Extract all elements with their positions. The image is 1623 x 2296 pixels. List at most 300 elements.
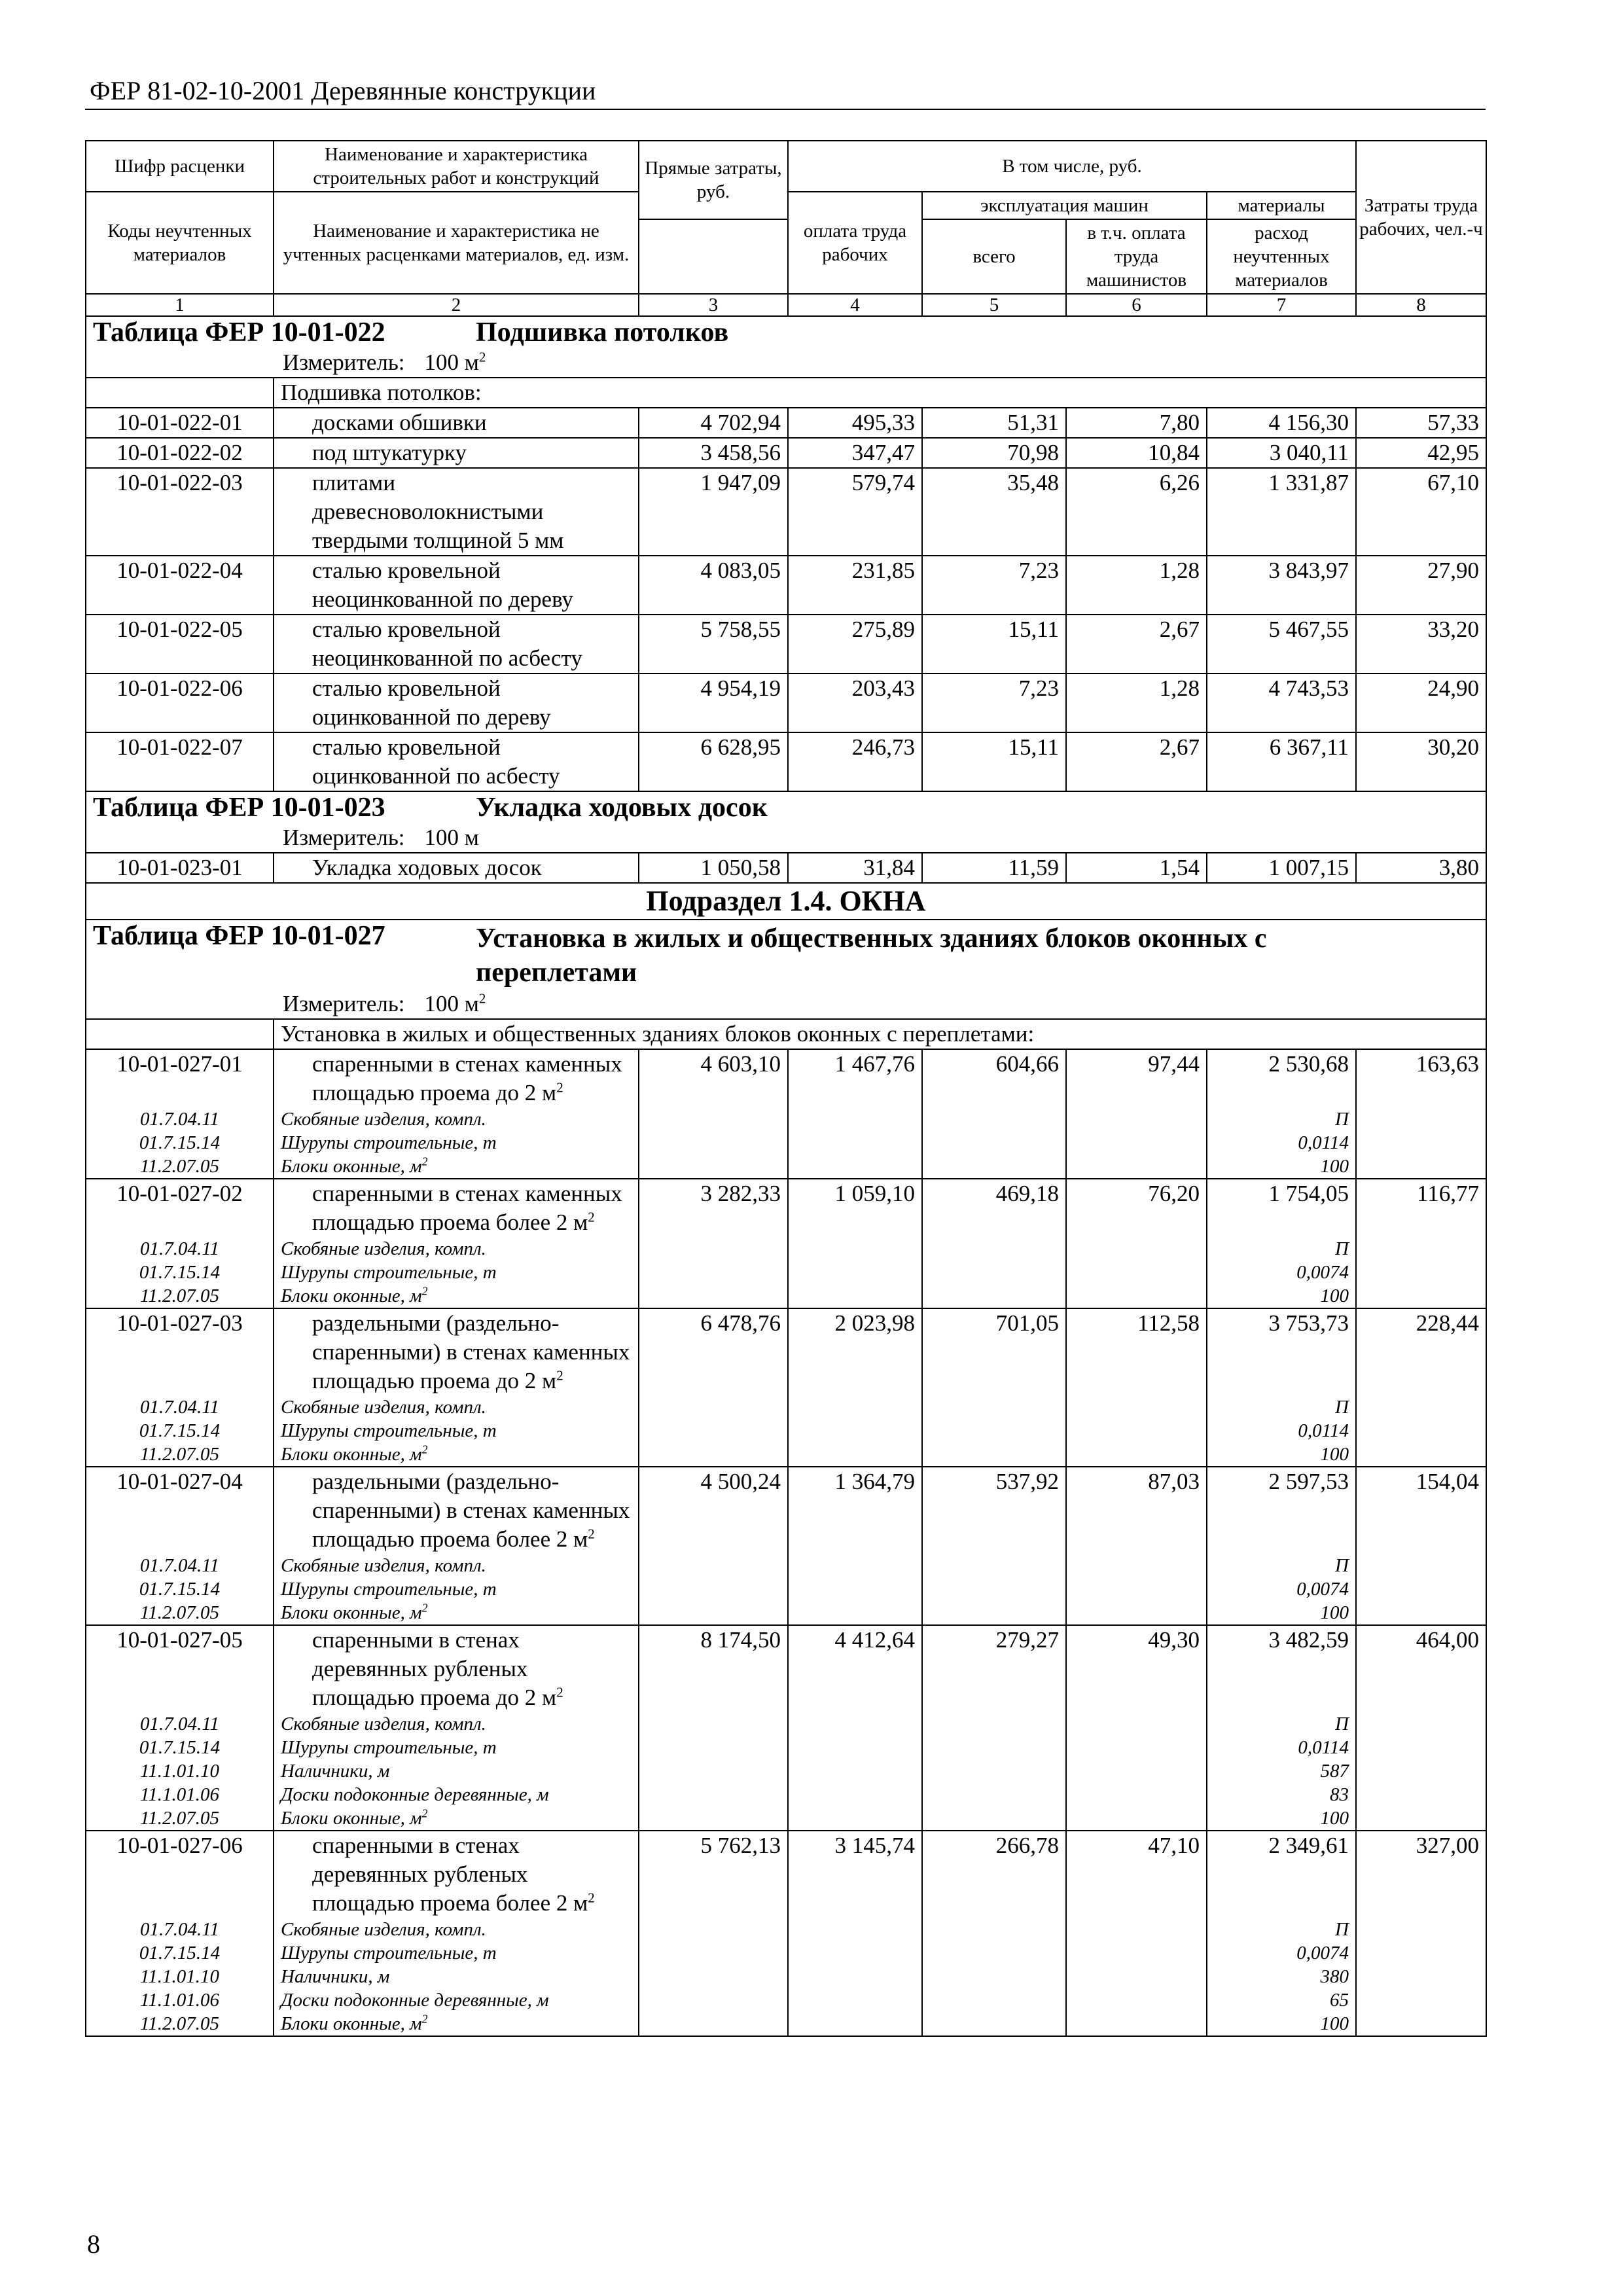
rate-code: 10-01-023-01	[86, 853, 274, 883]
machines-pay: 10,84	[1066, 438, 1207, 468]
material-name-text: Блоки оконные, м	[281, 1602, 422, 1623]
material-empty	[922, 1443, 1066, 1467]
col-labor: Затраты труда рабочих, чел.-ч	[1356, 141, 1486, 294]
labor-pay: 347,47	[788, 438, 922, 468]
material-name-text: Скобяные изделия, компл.	[281, 1109, 486, 1130]
material-row	[86, 1577, 1486, 1601]
material-empty	[922, 1941, 1066, 1965]
rate-name	[274, 1308, 639, 1395]
material-empty	[1066, 1759, 1207, 1783]
material-empty	[788, 1237, 922, 1261]
material-empty	[922, 1712, 1066, 1736]
material-row	[86, 1419, 1486, 1443]
material-empty	[922, 1155, 1066, 1179]
material-name	[274, 1965, 639, 1988]
material-name	[274, 1941, 639, 1965]
rate-name-text: спаренными в стенах каменных площадью проема до 2 м	[312, 1051, 622, 1105]
material-row	[86, 1759, 1486, 1783]
rate-row	[86, 1831, 1486, 1918]
machines-pay: 1,28	[1066, 556, 1207, 615]
material-qty: П	[1207, 1918, 1356, 1941]
unit-value-text: 100 м	[424, 825, 479, 850]
material-empty	[639, 1443, 788, 1467]
material-name	[274, 1759, 639, 1783]
machines-total: 11,59	[922, 853, 1066, 883]
unit-row	[86, 348, 1486, 378]
material-row	[86, 1155, 1486, 1179]
material-code: 01.7.15.14	[86, 1941, 274, 1965]
group-code-empty	[86, 1019, 274, 1049]
material-empty	[788, 1783, 922, 1806]
rate-row	[86, 732, 1486, 791]
rate-row	[86, 853, 1486, 883]
rate-name	[274, 1625, 639, 1712]
rate-name-text: сталью кровельной оцинкованной по дереву	[312, 675, 551, 730]
material-empty	[639, 1759, 788, 1783]
rate-name-text: досками обшивки	[312, 410, 487, 435]
material-qty: 587	[1207, 1759, 1356, 1783]
material-qty: 100	[1207, 2012, 1356, 2036]
material-empty	[922, 1783, 1066, 1806]
group-row	[86, 1019, 1486, 1049]
material-row	[86, 1131, 1486, 1155]
rate-name-text: спаренными в стенах деревянных рубленых площадью проема более 2 м	[312, 1833, 588, 1916]
material-empty	[1066, 1918, 1207, 1941]
labor-hours: 327,00	[1356, 1831, 1486, 1918]
rate-name-sup: 2	[556, 1684, 563, 1700]
material-code: 01.7.04.11	[86, 1395, 274, 1419]
material-empty	[788, 1941, 922, 1965]
material-code: 11.2.07.05	[86, 1601, 274, 1625]
materials-cost: 2 530,68	[1207, 1049, 1356, 1107]
material-code: 01.7.04.11	[86, 1918, 274, 1941]
col-num: 8	[1356, 294, 1486, 316]
material-name	[274, 1107, 639, 1131]
materials-cost: 1 007,15	[1207, 853, 1356, 883]
unit-sup: 2	[478, 349, 486, 365]
unit	[86, 348, 1486, 378]
material-code: 01.7.04.11	[86, 1554, 274, 1577]
material-row	[86, 1554, 1486, 1577]
materials-cost: 6 367,11	[1207, 732, 1356, 791]
material-row	[86, 2012, 1486, 2036]
col-name-bottom: Наименование и характеристика не учтенных расценками материалов, ед. изм.	[274, 192, 639, 294]
machines-pay: 2,67	[1066, 732, 1207, 791]
material-qty: П	[1207, 1237, 1356, 1261]
materials-cost: 2 349,61	[1207, 1831, 1356, 1918]
material-qty: 83	[1207, 1783, 1356, 1806]
table-title-code: Таблица ФЕР 10-01-023	[93, 793, 385, 823]
table-title-code: Таблица ФЕР 10-01-027	[93, 921, 385, 951]
rate-name-sup: 2	[556, 1079, 563, 1096]
machines-total: 70,98	[922, 438, 1066, 468]
rate-code: 10-01-027-05	[86, 1625, 274, 1712]
material-name	[274, 1261, 639, 1284]
rate-code: 10-01-027-04	[86, 1467, 274, 1554]
material-name-sup: 2	[421, 1284, 428, 1298]
material-empty	[1066, 1601, 1207, 1625]
rate-code: 10-01-022-06	[86, 673, 274, 732]
machines-pay: 49,30	[1066, 1625, 1207, 1712]
material-empty	[1066, 1577, 1207, 1601]
material-empty	[922, 1107, 1066, 1131]
material-empty	[639, 1783, 788, 1806]
material-empty	[922, 1395, 1066, 1419]
material-empty	[922, 1806, 1066, 1831]
unit-label: Измеритель:	[283, 825, 405, 850]
rate-code: 10-01-022-01	[86, 408, 274, 438]
labor-pay: 3 145,74	[788, 1831, 922, 1918]
material-empty	[1356, 1284, 1486, 1308]
material-name-sup: 2	[421, 1155, 428, 1168]
material-empty	[639, 1284, 788, 1308]
material-empty	[1066, 1155, 1207, 1179]
material-name-text: Блоки оконные, м	[281, 2013, 422, 2034]
rate-row	[86, 1467, 1486, 1554]
material-empty	[1356, 1419, 1486, 1443]
col-direct: Прямые затраты, руб.	[639, 141, 788, 219]
materials-cost: 4 743,53	[1207, 673, 1356, 732]
materials-cost: 3 040,11	[1207, 438, 1356, 468]
rate-name-text: сталью кровельной оцинкованной по асбесту	[312, 734, 560, 789]
direct-cost: 1 050,58	[639, 853, 788, 883]
material-name-text: Наличники, м	[281, 1761, 390, 1782]
rate-name-text: сталью кровельной неоцинкованной по асбесту	[312, 617, 582, 671]
material-empty	[1356, 1554, 1486, 1577]
material-empty	[639, 1554, 788, 1577]
labor-pay: 579,74	[788, 468, 922, 556]
material-empty	[922, 1601, 1066, 1625]
col-machines: эксплуатация машин	[922, 192, 1207, 219]
labor-hours: 3,80	[1356, 853, 1486, 883]
material-empty	[788, 1988, 922, 2012]
material-name-text: Наличники, м	[281, 1966, 390, 1987]
material-name	[274, 1554, 639, 1577]
machines-pay: 87,03	[1066, 1467, 1207, 1554]
material-name	[274, 1736, 639, 1759]
labor-hours: 154,04	[1356, 1467, 1486, 1554]
table-title	[86, 791, 1486, 823]
material-code: 11.1.01.06	[86, 1988, 274, 2012]
material-qty: 0,0074	[1207, 1261, 1356, 1284]
material-empty	[1356, 1577, 1486, 1601]
rate-name-text: плитами древесноволокнистыми твердыми толщиной 5 мм	[312, 470, 564, 553]
material-name-text: Шурупы строительные, т	[281, 1420, 497, 1441]
rate-code: 10-01-027-02	[86, 1179, 274, 1237]
material-name	[274, 1131, 639, 1155]
rate-name-text: раздельными (раздельно-спаренными) в стенах каменных площадью проема более 2 м	[312, 1469, 630, 1552]
material-code: 11.2.07.05	[86, 1806, 274, 1831]
material-empty	[1066, 1395, 1207, 1419]
material-empty	[1356, 1107, 1486, 1131]
labor-hours: 30,20	[1356, 732, 1486, 791]
col-machines-total: всего	[922, 219, 1066, 294]
material-code: 11.2.07.05	[86, 1284, 274, 1308]
labor-pay: 246,73	[788, 732, 922, 791]
material-empty	[788, 1443, 922, 1467]
material-empty	[788, 1155, 922, 1179]
material-empty	[788, 1965, 922, 1988]
materials-cost: 4 156,30	[1207, 408, 1356, 438]
machines-pay: 97,44	[1066, 1049, 1207, 1107]
rate-name	[274, 1467, 639, 1554]
material-empty	[1066, 1712, 1207, 1736]
material-code: 11.1.01.06	[86, 1783, 274, 1806]
material-empty	[788, 2012, 922, 2036]
material-name-text: Скобяные изделия, компл.	[281, 1713, 486, 1734]
direct-cost: 4 702,94	[639, 408, 788, 438]
col-num: 3	[639, 294, 788, 316]
rates-table	[85, 140, 1487, 2037]
material-name-text: Шурупы строительные, т	[281, 1132, 497, 1153]
rate-name-text: раздельными (раздельно-спаренными) в стенах каменных площадью проема до 2 м	[312, 1310, 630, 1393]
material-name	[274, 1918, 639, 1941]
machines-total: 701,05	[922, 1308, 1066, 1395]
material-empty	[922, 1261, 1066, 1284]
material-code: 01.7.04.11	[86, 1107, 274, 1131]
rate-name	[274, 732, 639, 791]
material-row	[86, 1601, 1486, 1625]
material-qty: 100	[1207, 1806, 1356, 1831]
material-empty	[788, 1395, 922, 1419]
machines-total: 604,66	[922, 1049, 1066, 1107]
material-name-text: Шурупы строительные, т	[281, 1262, 497, 1283]
machines-pay: 76,20	[1066, 1179, 1207, 1237]
material-code: 11.1.01.10	[86, 1965, 274, 1988]
material-empty	[1356, 1988, 1486, 2012]
material-name	[274, 1783, 639, 1806]
machines-total: 469,18	[922, 1179, 1066, 1237]
col-num: 5	[922, 294, 1066, 316]
materials-cost: 3 843,97	[1207, 556, 1356, 615]
machines-pay: 2,67	[1066, 615, 1207, 673]
table-title-row	[86, 920, 1486, 990]
material-empty	[922, 1759, 1066, 1783]
material-empty	[922, 1131, 1066, 1155]
material-code: 11.2.07.05	[86, 2012, 274, 2036]
material-name	[274, 1601, 639, 1625]
machines-total: 7,23	[922, 556, 1066, 615]
material-empty	[639, 1988, 788, 2012]
material-name	[274, 1443, 639, 1467]
rate-name	[274, 556, 639, 615]
material-code: 01.7.15.14	[86, 1577, 274, 1601]
material-row	[86, 1918, 1486, 1941]
group-code-empty	[86, 378, 274, 408]
table-title-code: Таблица ФЕР 10-01-022	[93, 317, 385, 348]
labor-pay: 495,33	[788, 408, 922, 438]
material-name-text: Блоки оконные, м	[281, 1285, 422, 1306]
material-empty	[788, 1131, 922, 1155]
materials-cost: 1 331,87	[1207, 468, 1356, 556]
table-title-row	[86, 316, 1486, 348]
material-empty	[788, 1554, 922, 1577]
machines-pay: 47,10	[1066, 1831, 1207, 1918]
material-empty	[922, 1736, 1066, 1759]
material-empty	[922, 1284, 1066, 1308]
header-rule	[85, 109, 1486, 110]
rates-table-container	[85, 140, 1486, 2037]
material-name-sup: 2	[421, 1601, 428, 1615]
rate-name-sup: 2	[588, 1209, 595, 1225]
material-name-sup: 2	[421, 1806, 428, 1820]
labor-hours: 27,90	[1356, 556, 1486, 615]
material-name	[274, 2012, 639, 2036]
material-empty	[788, 1806, 922, 1831]
labor-hours: 464,00	[1356, 1625, 1486, 1712]
machines-pay: 1,28	[1066, 673, 1207, 732]
material-code: 11.2.07.05	[86, 1155, 274, 1179]
machines-total: 35,48	[922, 468, 1066, 556]
rate-row	[86, 1179, 1486, 1237]
material-empty	[1066, 1419, 1207, 1443]
material-code: 11.1.01.10	[86, 1759, 274, 1783]
material-empty	[788, 1712, 922, 1736]
labor-pay: 1 467,76	[788, 1049, 922, 1107]
unit-row	[86, 823, 1486, 853]
group-label: Подшивка потолков:	[274, 378, 1486, 408]
material-empty	[1066, 1941, 1207, 1965]
machines-total: 51,31	[922, 408, 1066, 438]
material-empty	[639, 1941, 788, 1965]
material-empty	[922, 1965, 1066, 1988]
table-title-row	[86, 791, 1486, 823]
table-head	[86, 141, 1486, 316]
rate-name-text: под штукатурку	[312, 440, 467, 465]
material-empty	[639, 1131, 788, 1155]
material-empty	[1066, 1261, 1207, 1284]
material-code: 11.2.07.05	[86, 1443, 274, 1467]
material-empty	[1356, 1736, 1486, 1759]
material-row	[86, 1941, 1486, 1965]
material-row	[86, 1443, 1486, 1467]
material-qty: 0,0074	[1207, 1577, 1356, 1601]
material-empty	[1356, 1806, 1486, 1831]
group-row	[86, 378, 1486, 408]
material-row	[86, 1783, 1486, 1806]
material-name-text: Шурупы строительные, т	[281, 1943, 497, 1964]
material-empty	[788, 1419, 922, 1443]
material-code: 01.7.15.14	[86, 1261, 274, 1284]
machines-total: 279,27	[922, 1625, 1066, 1712]
rate-name-text: спаренными в стенах деревянных рубленых площадью проема до 2 м	[312, 1627, 557, 1710]
rate-row	[86, 673, 1486, 732]
material-empty	[639, 1736, 788, 1759]
material-empty	[1356, 1759, 1486, 1783]
material-empty	[1356, 1941, 1486, 1965]
material-name	[274, 1237, 639, 1261]
material-name	[274, 1419, 639, 1443]
labor-pay: 4 412,64	[788, 1625, 922, 1712]
material-name-text: Блоки оконные, м	[281, 1444, 422, 1465]
labor-pay: 231,85	[788, 556, 922, 615]
material-name	[274, 1712, 639, 1736]
rate-name-sup: 2	[556, 1367, 563, 1384]
material-qty: 0,0074	[1207, 1941, 1356, 1965]
material-empty	[639, 1261, 788, 1284]
material-name	[274, 1577, 639, 1601]
material-qty: 0,0114	[1207, 1419, 1356, 1443]
rate-code: 10-01-022-02	[86, 438, 274, 468]
material-empty	[922, 1419, 1066, 1443]
rate-row	[86, 1308, 1486, 1395]
material-name	[274, 1806, 639, 1831]
rate-name	[274, 615, 639, 673]
machines-total: 15,11	[922, 732, 1066, 791]
material-empty	[639, 1806, 788, 1831]
material-name-text: Скобяные изделия, компл.	[281, 1397, 486, 1418]
direct-cost: 3 458,56	[639, 438, 788, 468]
material-empty	[1066, 1554, 1207, 1577]
materials-cost: 1 754,05	[1207, 1179, 1356, 1237]
col-num: 7	[1207, 294, 1356, 316]
material-name-sup: 2	[421, 1443, 428, 1456]
direct-cost: 5 762,13	[639, 1831, 788, 1918]
machines-pay: 112,58	[1066, 1308, 1207, 1395]
col-materials-unacc: расход неучтенных материалов	[1207, 219, 1356, 294]
machines-pay: 1,54	[1066, 853, 1207, 883]
material-row	[86, 1261, 1486, 1284]
col-name-top: Наименование и характеристика строительных работ и конструкций	[274, 141, 639, 192]
col-machines-pay: в т.ч. оплата труда машинистов	[1066, 219, 1207, 294]
machines-pay: 6,26	[1066, 468, 1207, 556]
material-empty	[639, 1965, 788, 1988]
material-row	[86, 1107, 1486, 1131]
rate-name-sup: 2	[588, 1526, 595, 1542]
direct-cost: 6 478,76	[639, 1308, 788, 1395]
rate-name-text: Укладка ходовых досок	[312, 855, 542, 880]
material-empty	[1356, 1443, 1486, 1467]
unit-label: Измеритель:	[283, 991, 405, 1016]
material-empty	[1066, 1131, 1207, 1155]
material-empty	[1066, 2012, 1207, 2036]
rate-row	[86, 468, 1486, 556]
labor-hours: 67,10	[1356, 468, 1486, 556]
material-empty	[1356, 2012, 1486, 2036]
rate-name	[274, 438, 639, 468]
column-numbers-row	[86, 294, 1486, 316]
material-code: 01.7.15.14	[86, 1419, 274, 1443]
material-empty	[922, 1554, 1066, 1577]
col-num: 6	[1066, 294, 1207, 316]
material-row	[86, 1988, 1486, 2012]
labor-pay: 2 023,98	[788, 1308, 922, 1395]
material-qty: 380	[1207, 1965, 1356, 1988]
section-row	[86, 883, 1486, 920]
rate-name-sup: 2	[588, 1890, 595, 1906]
material-empty	[639, 1237, 788, 1261]
labor-hours: 42,95	[1356, 438, 1486, 468]
machines-total: 15,11	[922, 615, 1066, 673]
labor-hours: 116,77	[1356, 1179, 1486, 1237]
unit-value	[405, 990, 486, 1018]
labor-hours: 33,20	[1356, 615, 1486, 673]
material-empty	[639, 1107, 788, 1131]
col-num: 4	[788, 294, 922, 316]
material-empty	[1356, 1155, 1486, 1179]
material-qty: П	[1207, 1395, 1356, 1419]
material-name-sup: 2	[421, 2012, 428, 2026]
material-empty	[639, 1577, 788, 1601]
rate-name	[274, 468, 639, 556]
col-incl: В том числе, руб.	[788, 141, 1356, 192]
rate-code: 10-01-027-01	[86, 1049, 274, 1107]
material-qty: 0,0114	[1207, 1131, 1356, 1155]
material-name-text: Шурупы строительные, т	[281, 1579, 497, 1600]
unit	[86, 990, 1486, 1019]
material-empty	[1356, 1965, 1486, 1988]
rate-name	[274, 1831, 639, 1918]
